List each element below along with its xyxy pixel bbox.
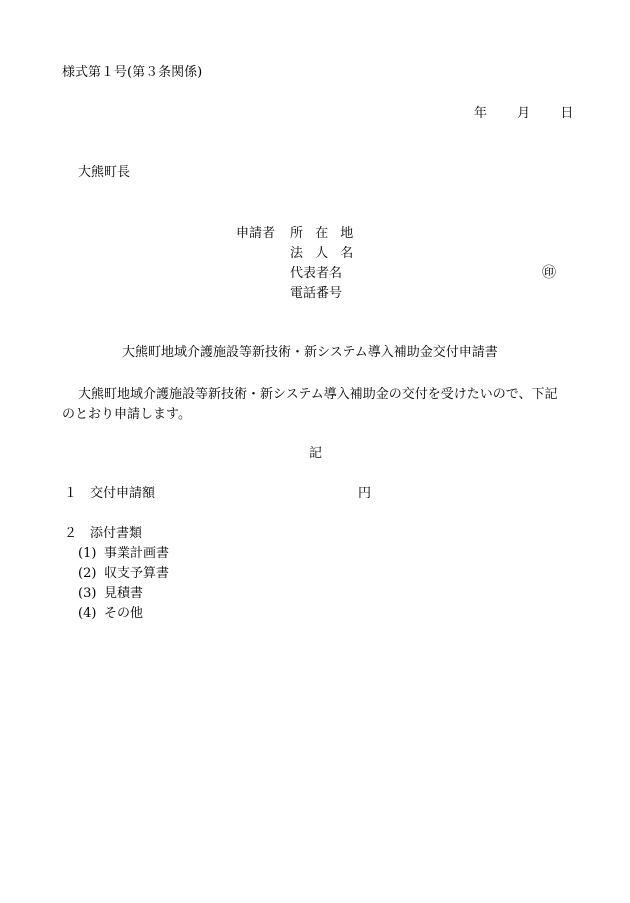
- body-line-1: 大熊町地域介護施設等新技術・新システム導入補助金の交付を受けたいので、下記: [78, 387, 558, 402]
- item-1-unit: 円: [358, 486, 372, 501]
- date-line: [474, 107, 573, 120]
- item-1-number: １: [64, 486, 78, 501]
- phone-label: 電話番号: [290, 286, 343, 301]
- form-number: 様式第１号(第３条関係): [62, 65, 203, 80]
- attachment-3-number: (3): [78, 586, 97, 601]
- corp-name-label: 法 人 名: [290, 246, 358, 261]
- item-2-label: 添付書類: [90, 526, 143, 541]
- address-label: 所 在 地: [290, 226, 358, 241]
- item-1-label: 交付申請額: [90, 486, 156, 501]
- attachment-4-label: その他: [104, 606, 144, 621]
- attachment-2-number: (2): [78, 566, 97, 581]
- attachment-1-label: 事業計画書: [104, 546, 170, 561]
- addressee: 大熊町長: [78, 165, 131, 180]
- document-title: 大熊町地域介護施設等新技術・新システム導入補助金交付申請書: [122, 345, 498, 360]
- body-line-2: のとおり申請します。: [62, 407, 191, 422]
- date-day: 日: [560, 106, 574, 121]
- attachment-1-number: (1): [78, 546, 97, 561]
- date-year: 年: [474, 106, 488, 121]
- attachment-2-label: 収支予算書: [104, 566, 170, 581]
- applicant-label: 申請者: [236, 226, 276, 241]
- date-month: 月: [517, 106, 531, 121]
- attachment-3-label: 見積書: [104, 586, 144, 601]
- seal-mark: ㊞: [542, 265, 556, 281]
- representative-label: 代表者名: [290, 266, 343, 281]
- item-2-number: ２: [64, 526, 78, 541]
- attachment-4-number: (4): [78, 606, 97, 621]
- ki-label: 記: [309, 446, 323, 461]
